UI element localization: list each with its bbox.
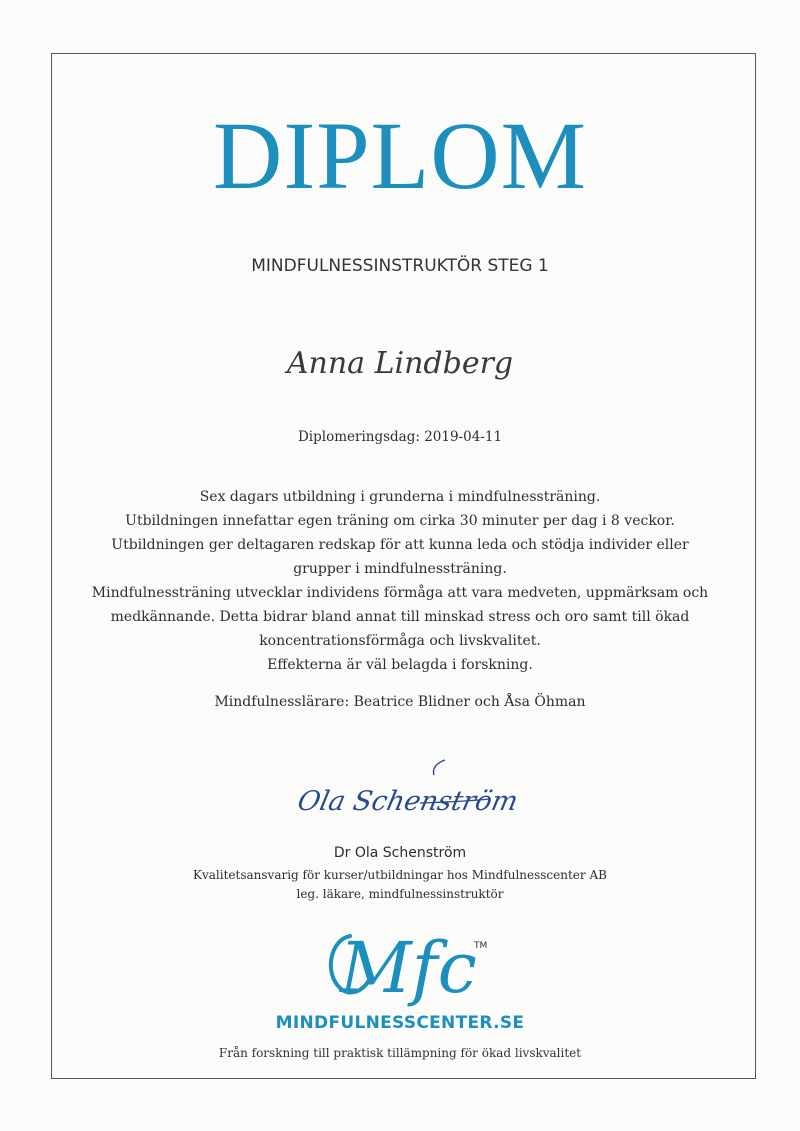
course-description bbox=[60, 485, 740, 677]
signer-role: Kvalitetsansvarig för kurser/utbildningar hos Mindfulnesscenter AB bbox=[193, 868, 607, 882]
diploma-date: Diplomeringsdag: 2019-04-11 bbox=[297, 429, 503, 445]
description-line: medkännande. Detta bidrar bland annat till minskad stress och oro samt till ökad bbox=[110, 609, 690, 625]
signer-name: Dr Ola Schenström bbox=[333, 845, 467, 861]
signer-credentials: leg. läkare, mindfulnessinstruktör bbox=[296, 887, 504, 901]
trademark-symbol: TM bbox=[474, 941, 488, 951]
mfc-logo bbox=[320, 918, 500, 1010]
description-line: Utbildningen innefattar egen träning om cirka 30 minuter per dag i 8 veckor. bbox=[125, 513, 675, 529]
description-line: Sex dagars utbildning i grunderna i mindfulnessträning. bbox=[199, 489, 601, 505]
tagline: Från forskning till praktisk tillämpning för ökad livskvalitet bbox=[218, 1046, 582, 1060]
teachers-line: Mindfulnesslärare: Beatrice Blidner och Åsa Öhman bbox=[214, 694, 586, 710]
certificate-title: DIPLOM bbox=[212, 102, 587, 209]
course-name: MINDFULNESSINSTRUKTÖR STEG 1 bbox=[251, 256, 549, 276]
handwritten-signature bbox=[294, 755, 521, 825]
logo-letters: Mfc bbox=[340, 927, 477, 1009]
website-name: MINDFULNESSCENTER.SE bbox=[275, 1013, 525, 1033]
description-line: Mindfulnessträning utvecklar individens förmåga att vara medveten, uppmärksam och bbox=[91, 585, 709, 601]
recipient-name: Anna Lindberg bbox=[286, 346, 514, 381]
description-line: koncentrationsförmåga och livskvalitet. bbox=[259, 633, 541, 649]
description-line: grupper i mindfulnessträning. bbox=[293, 561, 507, 577]
description-line: Effekterna är väl belagda i forskning. bbox=[267, 657, 533, 673]
description-line: Utbildningen ger deltagaren redskap för att kunna leda och stödja individer eller bbox=[111, 537, 689, 553]
signature-text: Ola Schenström bbox=[294, 786, 521, 817]
